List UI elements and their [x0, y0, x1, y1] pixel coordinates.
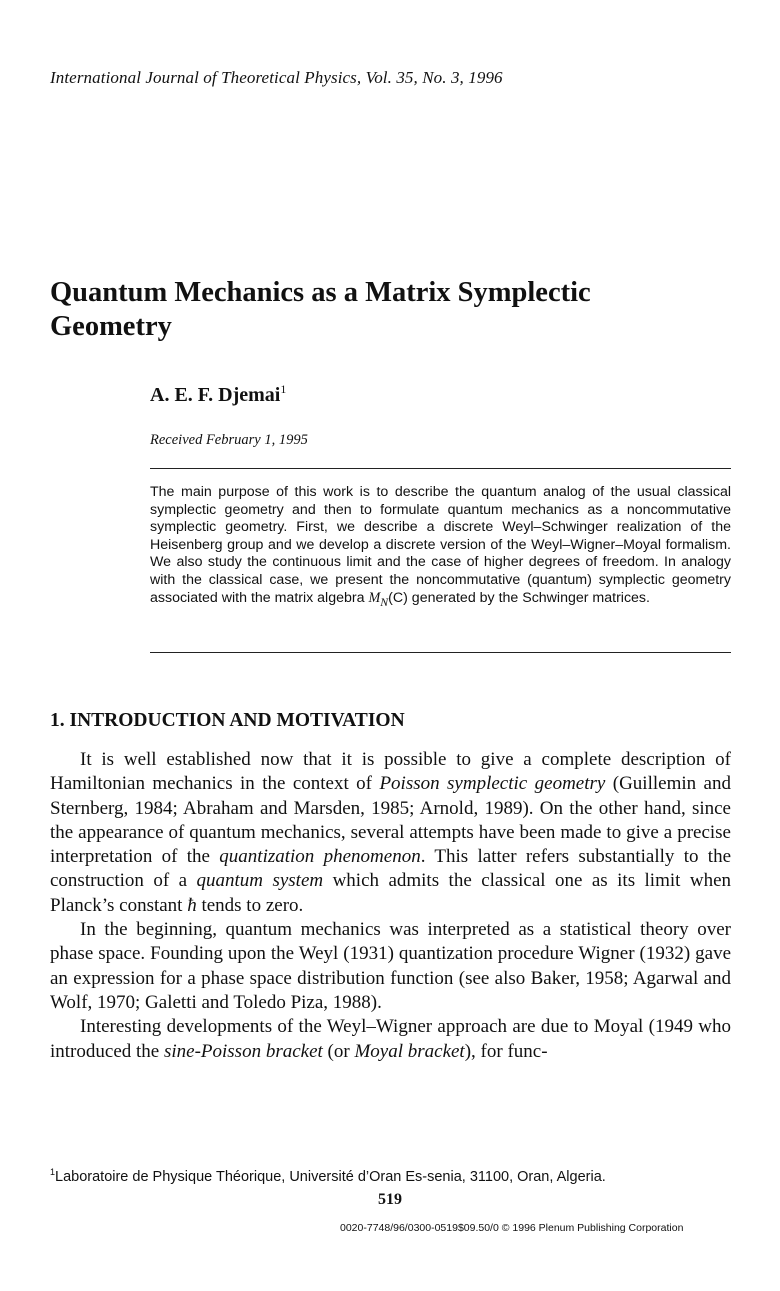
- footnote-text: Laboratoire de Physique Théorique, Université d’Oran Es-senia, 31100, Oran, Algeria.: [55, 1168, 606, 1185]
- received-date: Received February 1, 1995: [150, 432, 308, 448]
- abstract-text: The main purpose of this work is to describe the quantum analog of the usual classical symplectic geometry and then to formulate quantum mechanics as a noncommutative symplectic geometry. First, we describe a discrete Weyl–Schwinger realization of the Heisenberg group and we develop a discrete version of the Weyl–Wigner–Moyal formalism. We also study the continuous limit and the case of higher degrees of freedom. In analogy with the classical case, we present the noncommutative (quantum) symplectic geometry associated with the matrix algebra: [150, 484, 731, 606]
- planck-constant-symbol: ħ: [187, 894, 197, 916]
- paragraph: Interesting developments of the Weyl–Wigner approach are due to Moyal (1949 who introduced the sine-Poisson bracket (or Moyal bracket), for func-: [50, 1016, 731, 1062]
- author-text: A. E. F. Djemai: [150, 384, 281, 406]
- author-footnote-mark: 1: [280, 382, 287, 396]
- abstract-top-rule: [150, 468, 731, 469]
- footnote: [50, 1167, 606, 1185]
- abstract: [150, 484, 731, 611]
- journal-citation: International Journal of Theoretical Physics, Vol. 35, No. 3, 1996: [50, 68, 503, 87]
- body-text: [50, 748, 731, 1064]
- abstract-bottom-rule: [150, 652, 731, 653]
- section-heading: 1. INTRODUCTION AND MOTIVATION: [50, 710, 405, 731]
- footnote-mark: 1: [50, 1167, 56, 1177]
- paragraph: It is well established now that it is possible to give a complete description of Hamiltonian mechanics in the context of Poisson symplectic geometry (Guillemin and Sternberg, 1984; Abraham and Marsden, 1985; Arnold, 1989). On the other hand, since the appearance of quantum mechanics, several attempts have been made to give a precise interpretation of the quantization phenomenon. This latter refers substantially to the construction of a quantum system which admits the classical one as its limit when Planck’s constant ħ tends to zero.: [50, 749, 732, 916]
- abstract-text-end: (C) generated by the Schwinger matrices.: [388, 589, 650, 606]
- math-symbol-M: M: [368, 589, 381, 606]
- article-title: Quantum Mechanics as a Matrix Symplectic Geometry: [50, 277, 591, 342]
- math-subscript-N: N: [380, 594, 389, 609]
- author-name: [150, 384, 286, 407]
- copyright-line: 0020-7748/96/0300-0519$09.50/0 © 1996 Plenum Publishing Corporation: [340, 1222, 684, 1234]
- paragraph: In the beginning, quantum mechanics was interpreted as a statistical theory over phase space. Founding upon the Weyl (1931) quantization procedure Wigner (1932) gave an expression for a phase space distribution function (see also Baker, 1958; Agarwal and Wolf, 1970; Galetti and Toledo Piza, 1988).: [50, 919, 731, 1013]
- page-number: 519: [378, 1191, 402, 1208]
